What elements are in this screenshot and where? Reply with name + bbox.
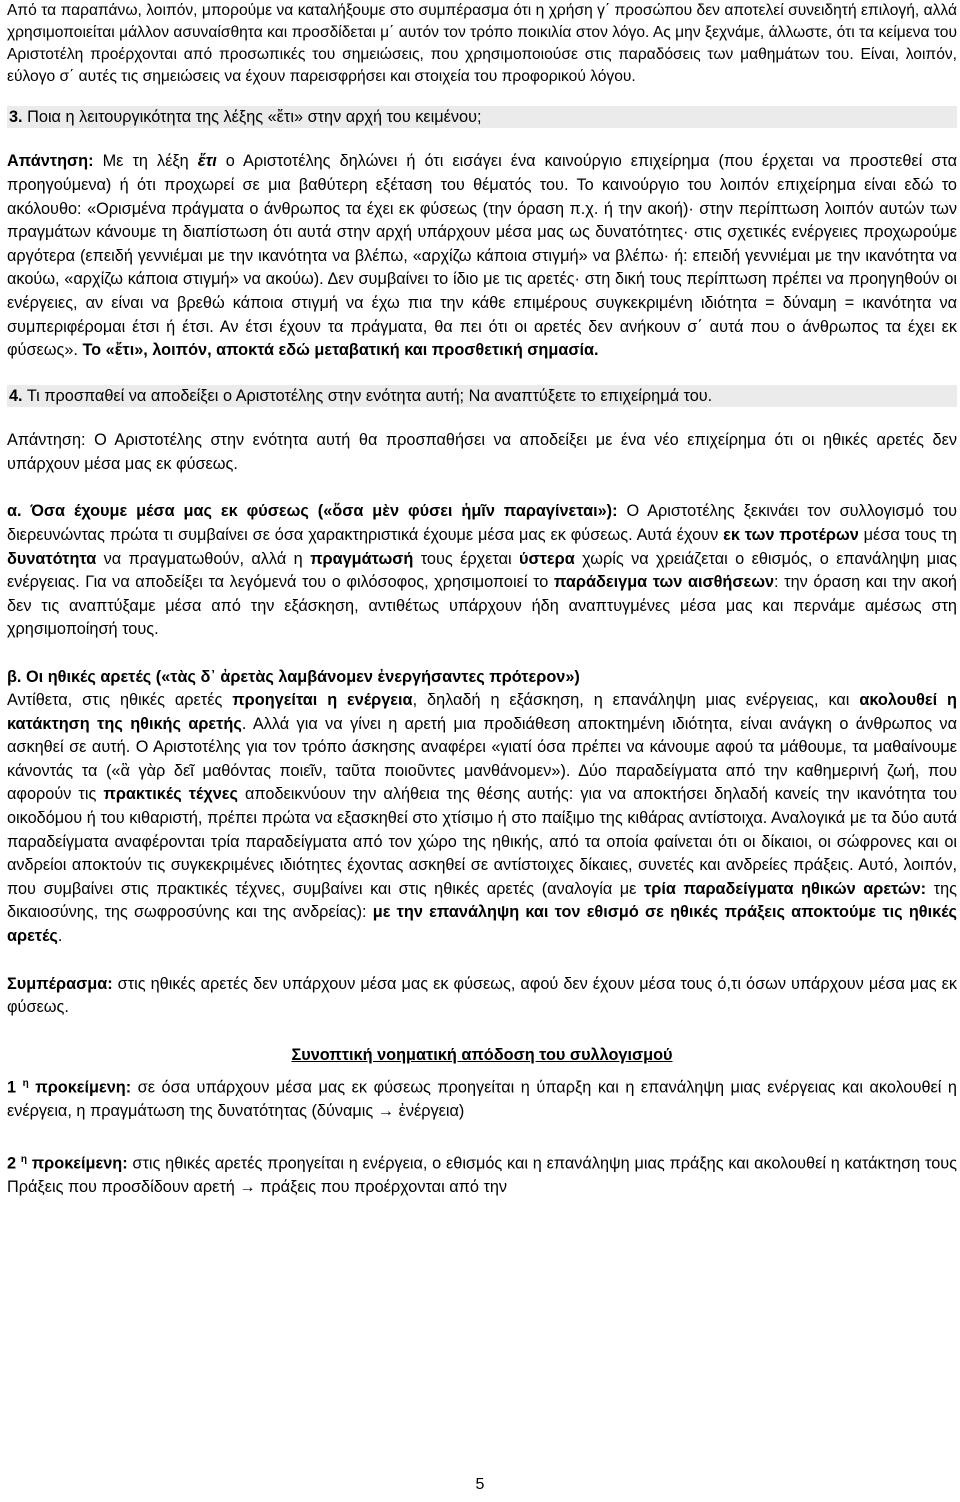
section-beta-title: β. Οι ηθικές αρετές («τὰς δ᾽ ἀρετὰς λαμβάνομεν ἐνεργήσαντες πρότερον») [7,667,580,686]
answer-4-text: : Ο Αριστοτέλης στην ενότητα αυτή θα προσπαθήσει να αποδείξει με ένα νέο επιχείρημα ότι οι ηθικές αρετές δεν υπάρχουν μέσα μας εκ φύσεως. [7,431,957,473]
premise-1-text: σε όσα υπάρχουν μέσα μας εκ φύσεως προηγείται η ύπαρξη και η επανάληψη μιας ενέργειας και ακολουθεί η ενέργεια, η πραγμάτωση της δυνατότητας (δύναμις → ἐνέργεια) [7,1078,957,1121]
section-beta-bold-3: πρακτικές τέχνες [103,785,238,804]
synopsis-title: Συνοπτική νοηματική απόδοση του συλλογισμού [291,1045,673,1064]
answer-3-keyword: ἔτι [197,152,217,171]
section-beta-text-2: , δηλαδή η εξάσκηση, η επανάληψη μιας ενέργειας, και [412,691,860,710]
answer-3-text-a: Με τη λέξη [93,152,198,171]
section-beta-bold-5: με την επανάληψη και τον εθισμό σε ηθικές πράξεις αποκτούμε τις ηθικές αρετές [7,903,958,946]
answer-3-text-b: ο Αριστοτέλης δηλώνει ή ότι εισάγει ένα καινούργιο επιχείρημα (που έρχεται να προστεθεί στα προηγούμενα) ή ότι προχωρεί σε μια βαθύτερη εξέταση του θέματός του. Το καινούργιο του λοιπόν επιχείρημα είναι εδώ το ακόλουθο: «Ορισμένα πράγματα ο άνθρωπος τα έχει εκ φύσεως (την όραση π.χ. ή την ακοή)· στην περίπτωση λοιπόν αυτών των πραγμάτων κάνουμε τη διαπίστωση ότι αυτά στην αρχή υπάρχουν μέσα μας ως δυνατότητες· στις σχετικές ενέργειες προχωρούμε αργότερα (επειδή γεννιέμαι με την ικανότητα να βλέπω, «αρχίζω κάποια στιγμή» να βλέπω· ή: επειδή γεννιέμαι με την ικανότητα να ακούω, «αρχίζω κάποια στιγμή» να ακούω). Δεν συμβαίνει το ίδιο με τις αρετές· στη δική τους περίπτωση πρέπει να προηγηθούν οι ενέργειες, αν είναι να βρεθώ κάποια στιγμή να έχω πια την κάθε επιμέρους συγκεκριμένη ιδιότητα = δύναμη = ικανότητα να συμπεριφέρομαι έτσι ή έτσι. Αν έτσι έχουν τα πράγματα, θα πει ότι οι αρετές δεν ανήκουν σ΄ αυτά που ο άνθρωπος τα έχει εκ φύσεως». [7,152,957,360]
question-4 [7,385,957,407]
section-beta-heading [7,666,957,689]
summary-label: Συμπέρασμα: [7,974,113,993]
section-alpha [7,500,957,642]
section-alpha-bold-4: ύστερα [519,549,575,568]
answer-3-conclusion: Το «ἔτι», λοιπόν, αποκτά εδώ μεταβατική και προσθετική σημασία. [82,341,599,360]
summary-text: στις ηθικές αρετές δεν υπάρχουν μέσα μας εκ φύσεως, αφού δεν έχουν μέσα τους ό,τι όσων υπάρχουν μέσα μας εκ φύσεως. [7,974,957,1017]
intro-paragraph: Από τα παραπάνω, λοιπόν, μπορούμε να καταλήξουμε στο συμπέρασμα ότι η χρήση γ΄ προσώπου δεν αποτελεί συνειδητή επιλογή, αλλά χρησιμοποιείται μάλλον ασυναίσθητα και προσδίδεται μ΄ αυτόν τον τρόπο ποικιλία στον λόγο. Ας μην ξεχνάμε, άλλωστε, ότι τα κείμενα του Αριστοτέλη προέρχονται από προσωπικές του σημειώσεις, που χρησιμοποιούσε στις παραδόσεις των μαθημάτων του. Είναι, λοιπόν, εύλογο σ΄ αυτές τις σημειώσεις να έχουν παρεισφρήσει και στοιχεία του προφορικού λόγου. [7,2,957,85]
section-beta-bold-1: προηγείται η ενέργεια [232,691,413,710]
question-4-number: 4. [9,386,23,405]
premise-1-label: προκείμενη: [28,1078,132,1097]
section-alpha-bold-1: εκ των προτέρων [723,525,859,544]
section-alpha-text-1: Ο Αριστοτέλης ξεκινάει τον συλλογισμό του διερευνώντας πρώτα τι συμβαίνει σε όσα χαρακτηριστικά έχουμε μέσα μας εκ φύσεως. Αυτά έχουν [7,502,957,544]
premise-2-number: 2 [7,1154,17,1173]
premise-1 [7,1072,957,1124]
premise-1-ordinal: η [22,1078,29,1090]
document-page [7,0,957,1199]
section-beta-text-6: . [57,927,63,946]
section-alpha-text-2: μέσα τους τη [858,525,957,544]
premise-1-number: 1 [7,1078,17,1097]
question-3-text: Ποια η λειτουργικότητα της λέξης «ἔτι» στην αρχή του κειμένου; [27,108,482,126]
premise-2 [7,1148,957,1200]
question-4-text: Τι προσπαθεί να αποδείξει ο Αριστοτέλης στην ενότητα αυτή; Να αναπτύξετε το επιχείρημά του. [22,386,713,405]
section-alpha-text-6: : την όραση και την ακοή δεν τις αναπτύξαμε μέσα από την εξάσκηση, αντιθέτως υπάρχουν ήδη αναπτυγμένες μέσα μας και περνάμε αμέσως στη χρησιμοποίησή τους. [7,573,957,639]
section-alpha-text-4: τους έρχεται [413,549,520,568]
section-beta-text-1: Αντίθετα, στις ηθικές αρετές [7,691,233,710]
section-beta-text-3: . Αλλά για να γίνει η αρετή μια προδιάθεση αποκτημένη ιδιότητα, είναι ανάγκη ο άνθρωπος να ασκηθεί σε αυτή. Ο Αριστοτέλης για τον τρόπο άσκησης αναφέρει «γιατί όσα πρέπει να κάνουμε αφού τα μάθουμε, τα μαθαίνουμε κάνοντάς τα («ἃ γὰρ δεῖ μαθόντας ποιεῖν, ταῦτα ποιοῦντες μανθάνομεν»). Δύο παραδείγματα από την καθημερινή ζωή, που αφορούν τις [7,714,957,804]
section-beta-text-5: της δικαιοσύνης, της σωφροσύνης και της ανδρείας): [7,879,958,922]
answer-4 [7,429,957,476]
answer-3-label: Απάντηση: [7,152,94,171]
section-beta-bold-2: ακολουθεί η κατάκτηση της ηθικής αρετής [7,691,957,733]
section-alpha-bold-2: δυνατότητα [7,549,97,568]
answer-3 [7,150,957,362]
section-beta-bold-4: τρία παραδείγματα ηθικών αρετών: [644,879,927,898]
premise-2-text: στις ηθικές αρετές προηγείται η ενέργεια, ο εθισμός και η επανάληψη μιας πράξης και ακολουθεί η κατάκτηση τους Πράξεις που προσδίδουν αρετή → πράξεις που προέρχονται από την [7,1154,958,1196]
answer-4-label: Απάντηση [7,431,82,450]
premise-2-label: προκείμενη: [26,1154,128,1173]
section-beta-text-4: αποδεικνύουν την αλήθεια της θέσης αυτής: για να αποκτήσει δηλαδή κανείς την ικανότητα του οικοδόμου ή του κιθαριστή, πρέπει πρώτα να εξασκηθεί στο χτίσιμο ή στο παίξιμο της κιθάρας αντίστοιχα. Αναλογικά με τα δύο αυτά παραδείγματα αναφέρονται τρία παραδείγματα από τον χώρο της ηθικής, από τα οποία φαίνεται ότι οι δίκαιοι, οι σώφρονες και οι ανδρείοι αποκτούν τις συγκεκριμένες ιδιότητες έχοντας ασκηθεί σε αντίστοιχες δίκαιες, συνετές και ανδρείες πράξεις. Αυτό, λοιπόν, που συμβαίνει στις πρακτικές τέχνες, συμβαίνει και στις ηθικές αρετές (αναλογία με [7,785,957,898]
section-alpha-bold-3: πραγμάτωσή [310,549,414,568]
section-alpha-text-3: να πραγματωθούν, αλλά η [96,549,311,568]
section-alpha-bold-5: παράδειγμα των αισθήσεων [553,573,775,592]
premise-2-ordinal: η [20,1153,27,1165]
summary-paragraph [7,973,957,1020]
section-beta [7,689,957,949]
section-alpha-text-5: χωρίς να χρειάζεται ο εθισμός, ο επανάληψη μιας ενέργειας. Για να αποδείξει τα λεγόμενά του ο φιλόσοφος, χρησιμοποιεί το [7,549,957,592]
section-alpha-heading: α. Όσα έχουμε μέσα μας εκ φύσεως («ὅσα μὲν φύσει ἡμῖν παραγίνεται»): [7,502,618,521]
question-3-number: 3. [9,108,23,126]
page-number: 5 [475,1476,485,1493]
question-3 [7,106,957,128]
